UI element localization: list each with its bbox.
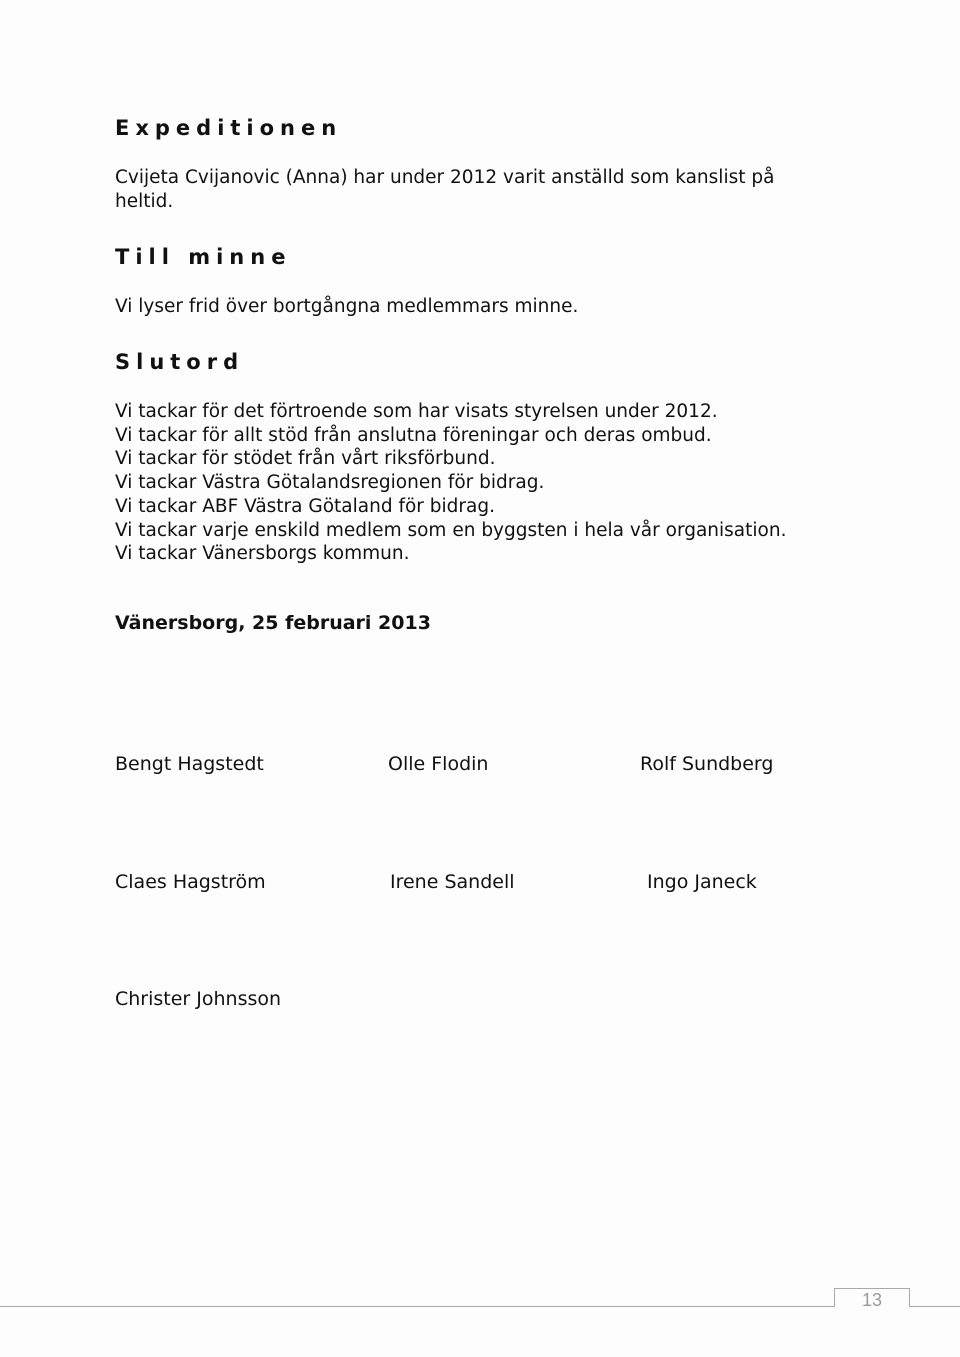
footer-rule	[910, 1306, 960, 1307]
signature-name: Irene Sandell	[390, 871, 515, 893]
slutord-line: Vi tackar varje enskild medlem som en byggsten i hela vår organisation.	[115, 519, 787, 541]
slutord-line: Vi tackar för stödet från vårt riksförbund.	[115, 448, 496, 470]
page-number: 13	[861, 1290, 883, 1310]
place-and-date: Vänersborg, 25 februari 2013	[115, 612, 431, 634]
slutord-line: Vi tackar för allt stöd från anslutna föreningar och deras ombud.	[115, 424, 712, 446]
heading-slutord: Slutord	[115, 350, 245, 374]
heading-expeditionen: Expeditionen	[115, 116, 343, 140]
signature-name: Olle Flodin	[388, 753, 489, 775]
slutord-line: Vi tackar Västra Götalandsregionen för bidrag.	[115, 472, 545, 494]
footer-rule	[0, 1306, 834, 1307]
slutord-lines	[115, 400, 875, 566]
signature-name: Ingo Janeck	[647, 871, 757, 893]
heading-till-minne: Till minne	[115, 245, 292, 269]
till-minne-text: Vi lyser frid över bortgångna medlemmars minne.	[115, 296, 579, 317]
slutord-line: Vi tackar för det förtroende som har visats styrelsen under 2012.	[115, 401, 718, 422]
signature-name: Christer Johnsson	[115, 988, 282, 1010]
signature-name: Bengt Hagstedt	[115, 753, 264, 775]
signature-name: Claes Hagström	[115, 871, 266, 893]
expeditionen-text: Cvijeta Cvijanovic (Anna) har under 2012 varit anställd som kanslist på heltid.	[115, 167, 775, 212]
slutord-line: Vi tackar ABF Västra Götaland för bidrag.	[115, 495, 495, 517]
slutord-line: Vi tackar Vänersborgs kommun.	[115, 543, 410, 565]
signature-name: Rolf Sundberg	[640, 753, 774, 775]
